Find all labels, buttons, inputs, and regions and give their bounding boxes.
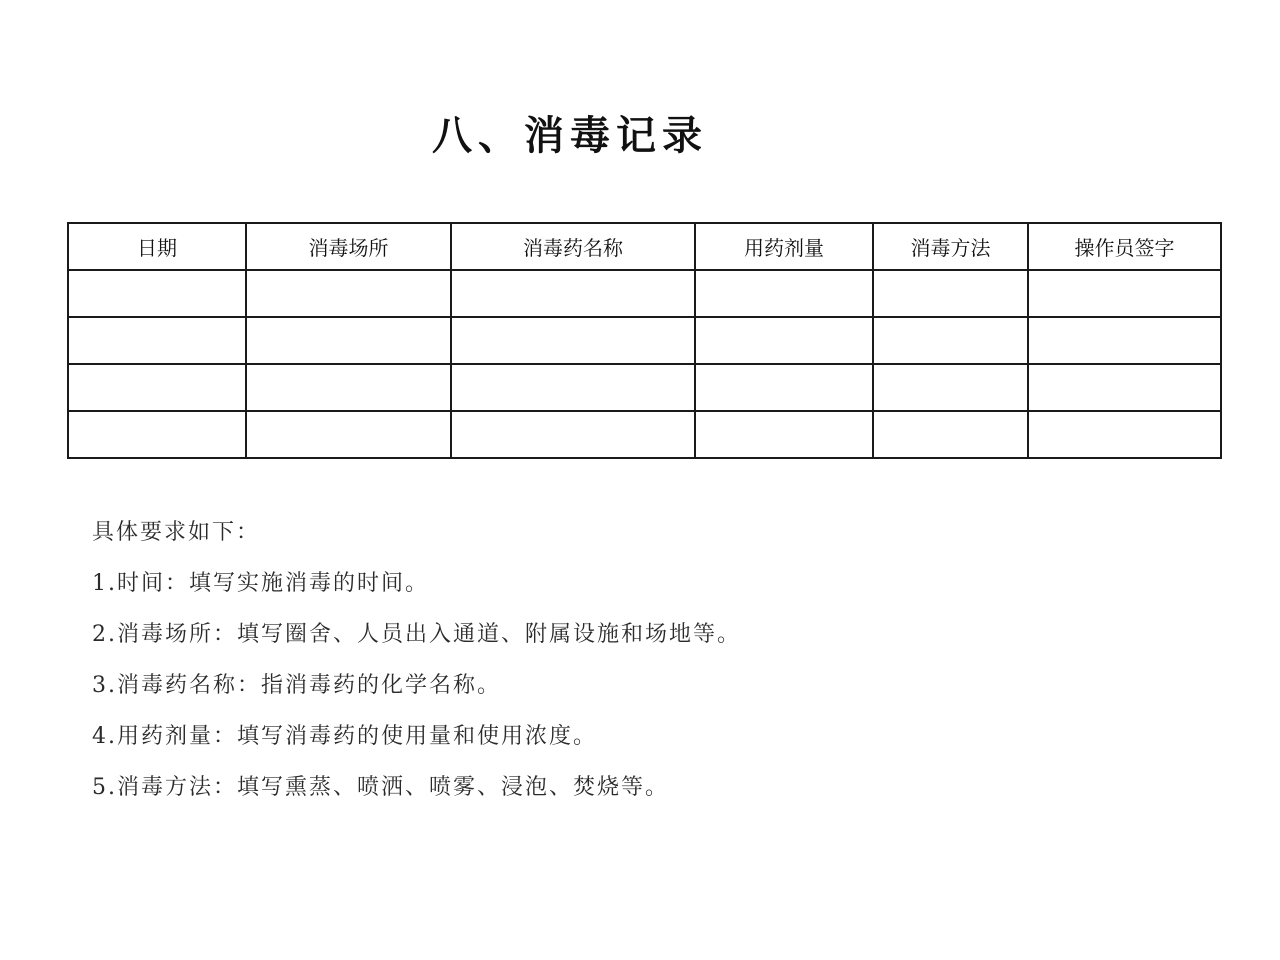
header-location: 消毒场所	[246, 223, 451, 270]
table-row	[68, 411, 1221, 458]
header-operator-signature: 操作员签字	[1028, 223, 1221, 270]
table-cell[interactable]	[695, 317, 873, 364]
table-cell[interactable]	[68, 411, 246, 458]
header-date: 日期	[68, 223, 246, 270]
table-cell[interactable]	[695, 364, 873, 411]
note-item: 2.消毒场所：填写圈舍、人员出入通道、附属设施和场地等。	[92, 622, 741, 647]
table-row	[68, 364, 1221, 411]
table-cell[interactable]	[695, 411, 873, 458]
page-title: 八、消毒记录	[432, 113, 708, 159]
table-cell[interactable]	[451, 364, 695, 411]
header-dosage: 用药剂量	[695, 223, 873, 270]
table-cell[interactable]	[68, 270, 246, 317]
table-cell[interactable]	[1028, 317, 1221, 364]
table-row	[68, 317, 1221, 364]
note-item: 3.消毒药名称：指消毒药的化学名称。	[92, 673, 501, 698]
table-cell[interactable]	[68, 317, 246, 364]
table-cell[interactable]	[1028, 411, 1221, 458]
table-cell[interactable]	[246, 364, 451, 411]
note-item: 1.时间：填写实施消毒的时间。	[92, 571, 429, 596]
table-cell[interactable]	[1028, 270, 1221, 317]
table-cell[interactable]	[68, 364, 246, 411]
note-item: 4.用药剂量：填写消毒药的使用量和使用浓度。	[92, 724, 597, 749]
table-cell[interactable]	[246, 270, 451, 317]
header-method: 消毒方法	[873, 223, 1028, 270]
table-cell[interactable]	[451, 270, 695, 317]
table-cell[interactable]	[873, 270, 1028, 317]
note-item: 5.消毒方法：填写熏蒸、喷洒、喷雾、浸泡、焚烧等。	[92, 775, 669, 800]
table-cell[interactable]	[451, 411, 695, 458]
table-row	[68, 270, 1221, 317]
table-cell[interactable]	[873, 317, 1028, 364]
table-cell[interactable]	[246, 411, 451, 458]
table-header-row	[68, 223, 1221, 270]
table-cell[interactable]	[1028, 364, 1221, 411]
table-cell[interactable]	[695, 270, 873, 317]
header-disinfectant-name: 消毒药名称	[451, 223, 695, 270]
table-cell[interactable]	[246, 317, 451, 364]
table-cell[interactable]	[873, 364, 1028, 411]
disinfection-record-table	[67, 222, 1222, 459]
table-cell[interactable]	[873, 411, 1028, 458]
table-cell[interactable]	[451, 317, 695, 364]
notes-heading: 具体要求如下：	[92, 520, 261, 545]
requirements-notes	[92, 512, 741, 818]
